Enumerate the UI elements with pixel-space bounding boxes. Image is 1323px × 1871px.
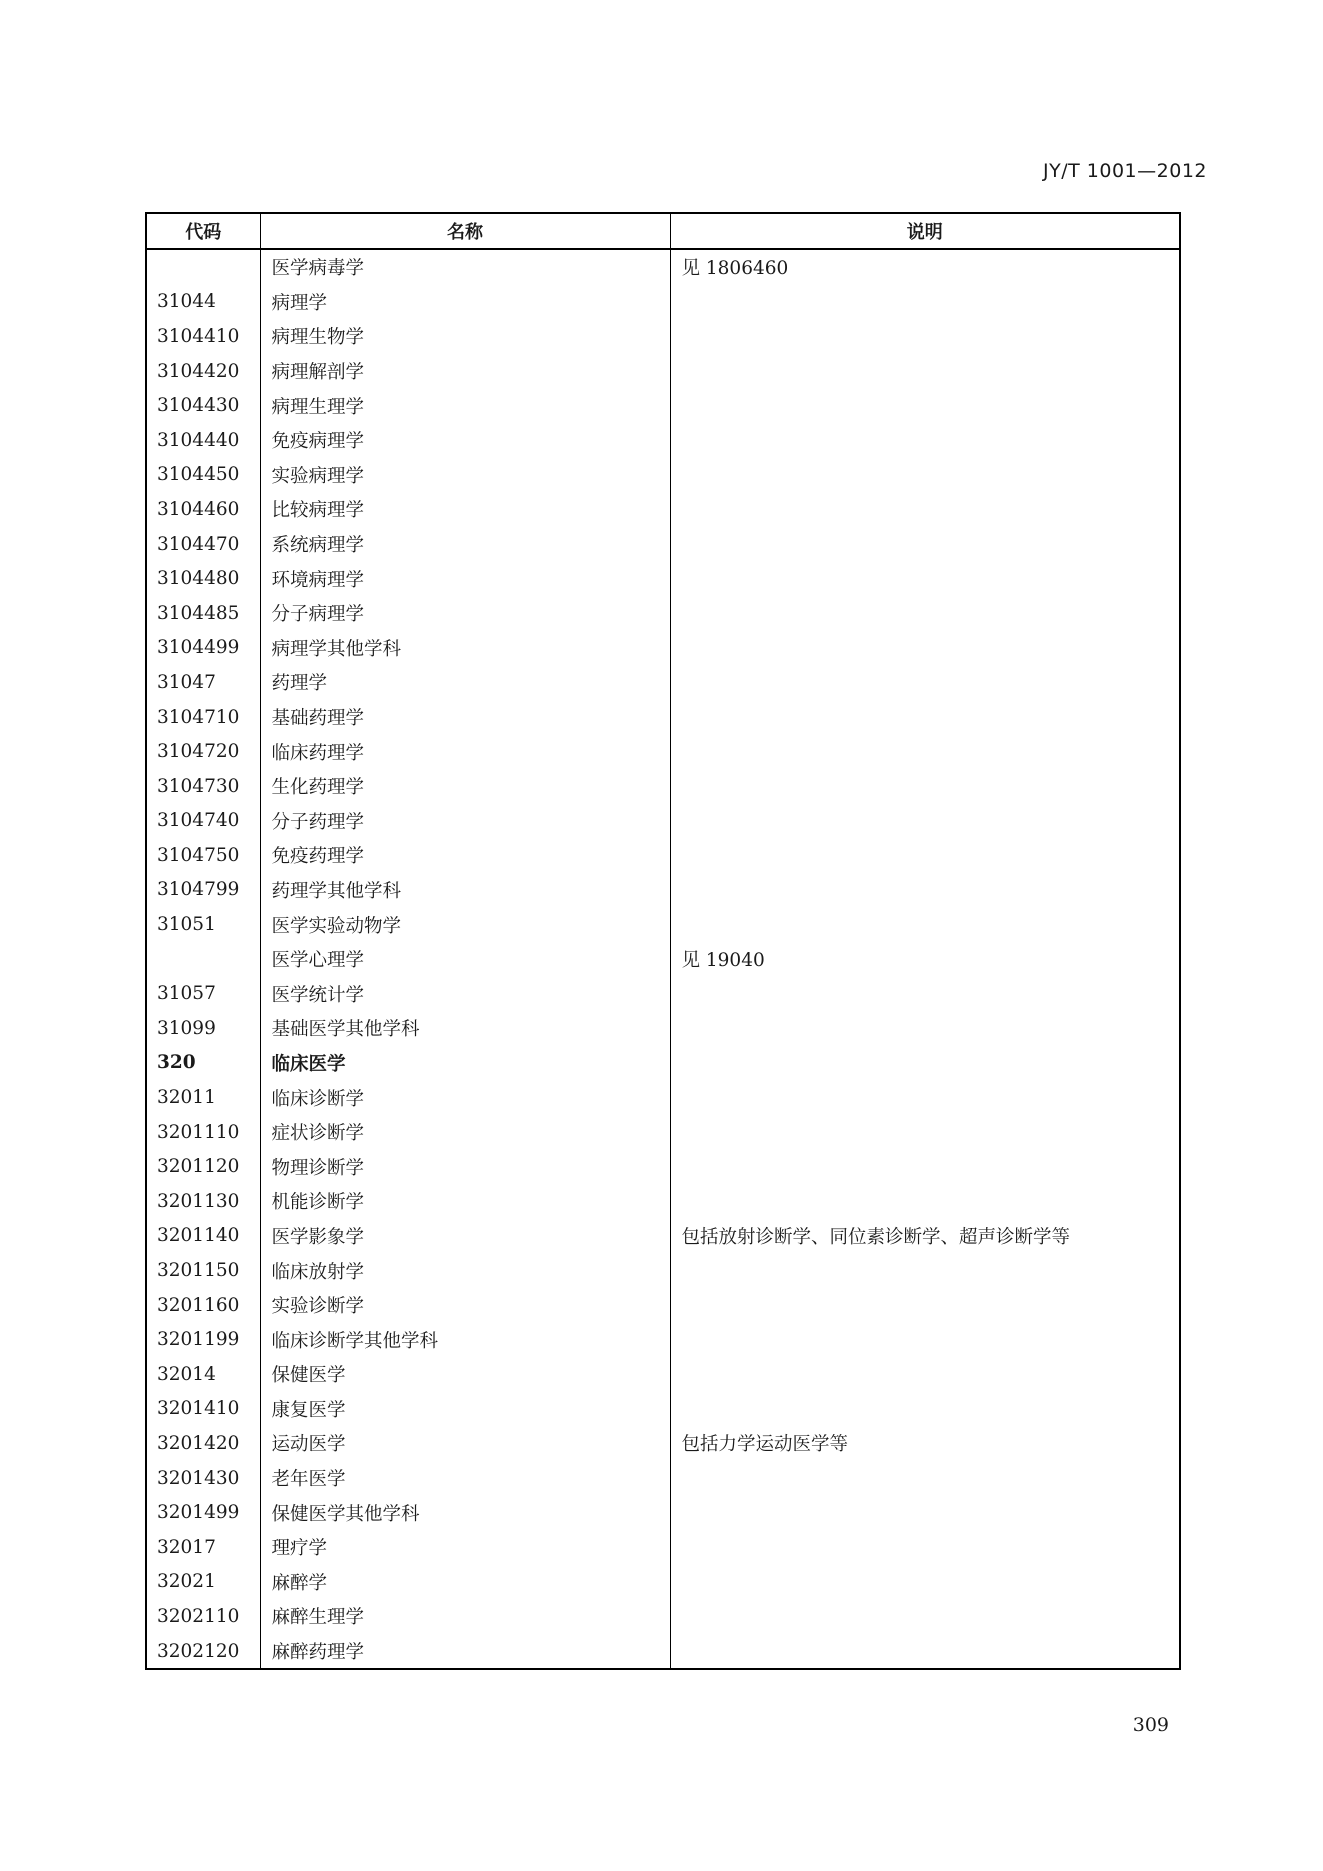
note-cell [670, 1357, 1180, 1392]
table-row [146, 1219, 1180, 1254]
table-row [146, 838, 1180, 873]
note-cell [670, 1149, 1180, 1184]
table-row [146, 1461, 1180, 1496]
table-row [146, 700, 1180, 735]
code-cell: 31047 [157, 671, 216, 693]
note-cell [670, 1115, 1180, 1150]
code-cell: 32011 [157, 1087, 216, 1109]
code-cell: 3104420 [157, 360, 240, 382]
name-cell: 基础医学其他学科 [260, 1011, 670, 1046]
name-cell: 临床诊断学 [260, 1080, 670, 1115]
note-cell [670, 665, 1180, 700]
note-cell [670, 1184, 1180, 1219]
code-cell [146, 249, 260, 285]
name-cell: 保健医学 [260, 1357, 670, 1392]
code-cell: 3202110 [157, 1605, 240, 1627]
code-cell: 3104450 [157, 464, 240, 486]
code-cell: 3104485 [157, 602, 240, 624]
table-row [146, 1184, 1180, 1219]
name-cell: 实验诊断学 [260, 1288, 670, 1323]
note-cell [670, 838, 1180, 873]
name-cell: 临床放射学 [260, 1253, 670, 1288]
code-cell: 3201410 [157, 1398, 240, 1420]
note-cell [670, 1461, 1180, 1496]
note-cell [670, 561, 1180, 596]
name-cell: 分子药理学 [260, 804, 670, 839]
table-row [146, 1357, 1180, 1392]
name-cell: 医学心理学 [260, 942, 670, 977]
table-row [146, 976, 1180, 1011]
table-row [146, 907, 1180, 942]
table-row [146, 1495, 1180, 1530]
name-cell: 医学影象学 [260, 1219, 670, 1254]
name-cell: 系统病理学 [260, 527, 670, 562]
code-cell: 3104740 [157, 810, 240, 832]
table-row [146, 1392, 1180, 1427]
table-row [146, 596, 1180, 631]
name-cell: 临床诊断学其他学科 [260, 1322, 670, 1357]
name-cell: 康复医学 [260, 1392, 670, 1427]
name-cell: 理疗学 [260, 1530, 670, 1565]
code-cell: 3201150 [157, 1260, 240, 1282]
note-cell [670, 388, 1180, 423]
column-header-name: 名称 [260, 213, 670, 249]
code-cell: 31051 [157, 914, 216, 936]
name-cell: 医学病毒学 [260, 249, 670, 285]
name-cell: 症状诊断学 [260, 1115, 670, 1150]
code-cell: 32017 [157, 1536, 216, 1558]
table-row [146, 1322, 1180, 1357]
note-cell [670, 1011, 1180, 1046]
page-number: 309 [1132, 1714, 1169, 1736]
name-cell: 麻醉药理学 [260, 1634, 670, 1670]
table-row [146, 1565, 1180, 1600]
note-cell [670, 1253, 1180, 1288]
table-row [146, 1149, 1180, 1184]
note-cell [670, 700, 1180, 735]
note-cell [670, 596, 1180, 631]
code-cell: 3104460 [157, 498, 240, 520]
table-row [146, 769, 1180, 804]
code-cell: 3104720 [157, 741, 240, 763]
code-cell: 3104440 [157, 429, 240, 451]
standard-code: JY/T 1001—2012 [1043, 160, 1207, 182]
code-cell: 3201140 [157, 1225, 240, 1247]
table-header-row [146, 213, 1180, 249]
name-cell: 临床药理学 [260, 734, 670, 769]
code-cell: 3201199 [157, 1329, 240, 1351]
note-cell: 包括放射诊断学、同位素诊断学、超声诊断学等 [670, 1219, 1180, 1254]
column-header-note: 说明 [670, 213, 1180, 249]
note-cell [670, 423, 1180, 458]
table-row [146, 388, 1180, 423]
name-cell: 物理诊断学 [260, 1149, 670, 1184]
name-cell: 病理解剖学 [260, 354, 670, 389]
table-row [146, 665, 1180, 700]
code-cell: 31057 [157, 983, 216, 1005]
code-cell: 3104799 [157, 879, 240, 901]
name-cell: 病理生物学 [260, 319, 670, 354]
code-cell: 3104430 [157, 395, 240, 417]
name-cell: 病理学 [260, 285, 670, 320]
note-cell [670, 804, 1180, 839]
code-cell: 31044 [157, 291, 216, 313]
name-cell: 麻醉学 [260, 1565, 670, 1600]
note-cell [670, 769, 1180, 804]
code-cell: 3201130 [157, 1190, 240, 1212]
code-cell: 3104730 [157, 775, 240, 797]
note-cell [670, 285, 1180, 320]
note-cell [670, 354, 1180, 389]
table-row [146, 561, 1180, 596]
table-row [146, 1253, 1180, 1288]
code-cell: 3201160 [157, 1294, 240, 1316]
table-row [146, 458, 1180, 493]
name-cell: 免疫药理学 [260, 838, 670, 873]
note-cell [670, 1392, 1180, 1427]
table-row [146, 1599, 1180, 1634]
name-cell: 病理学其他学科 [260, 631, 670, 666]
code-cell: 3202120 [157, 1640, 240, 1662]
name-cell: 运动医学 [260, 1426, 670, 1461]
name-cell: 比较病理学 [260, 492, 670, 527]
table-row [146, 527, 1180, 562]
table-row [146, 1115, 1180, 1150]
code-cell: 320 [157, 1052, 196, 1074]
code-cell: 3201420 [157, 1432, 240, 1454]
code-cell: 32021 [157, 1571, 216, 1593]
name-cell: 基础药理学 [260, 700, 670, 735]
note-cell [670, 1288, 1180, 1323]
note-cell [670, 1634, 1180, 1670]
note-cell [670, 976, 1180, 1011]
code-cell: 3201120 [157, 1156, 240, 1178]
name-cell: 医学实验动物学 [260, 907, 670, 942]
code-cell: 3104499 [157, 637, 240, 659]
code-cell: 3104410 [157, 325, 240, 347]
name-cell: 分子病理学 [260, 596, 670, 631]
note-cell [670, 1495, 1180, 1530]
code-cell: 32014 [157, 1363, 216, 1385]
code-cell: 3104470 [157, 533, 240, 555]
table-row [146, 942, 1180, 977]
name-cell: 临床医学 [260, 1046, 670, 1081]
note-cell [670, 492, 1180, 527]
note-cell [670, 1080, 1180, 1115]
name-cell: 麻醉生理学 [260, 1599, 670, 1634]
name-cell: 老年医学 [260, 1461, 670, 1496]
name-cell: 机能诊断学 [260, 1184, 670, 1219]
note-cell: 包括力学运动医学等 [670, 1426, 1180, 1461]
table-row [146, 1426, 1180, 1461]
table-row [146, 354, 1180, 389]
note-cell [670, 907, 1180, 942]
note-cell [670, 1530, 1180, 1565]
name-cell: 药理学 [260, 665, 670, 700]
note-cell [670, 527, 1180, 562]
note-cell [670, 319, 1180, 354]
note-cell [670, 734, 1180, 769]
table-row [146, 734, 1180, 769]
table-row [146, 631, 1180, 666]
code-cell: 31099 [157, 1017, 216, 1039]
code-cell: 3104710 [157, 706, 240, 728]
note-cell [670, 1565, 1180, 1600]
note-cell: 见 1806460 [670, 249, 1180, 285]
table-body [146, 249, 1180, 1669]
code-cell: 3104750 [157, 844, 240, 866]
table-row [146, 873, 1180, 908]
table-row [146, 285, 1180, 320]
table-row [146, 1530, 1180, 1565]
code-cell: 3201499 [157, 1502, 240, 1524]
name-cell: 病理生理学 [260, 388, 670, 423]
name-cell: 实验病理学 [260, 458, 670, 493]
note-cell [670, 1599, 1180, 1634]
name-cell: 药理学其他学科 [260, 873, 670, 908]
column-header-code: 代码 [146, 213, 260, 249]
note-cell [670, 631, 1180, 666]
note-cell [670, 1322, 1180, 1357]
table-row [146, 319, 1180, 354]
code-cell: 3201430 [157, 1467, 240, 1489]
note-cell [670, 873, 1180, 908]
discipline-code-table [145, 212, 1181, 1670]
code-cell: 3104480 [157, 568, 240, 590]
table-row [146, 1080, 1180, 1115]
note-cell: 见 19040 [670, 942, 1180, 977]
name-cell: 生化药理学 [260, 769, 670, 804]
table-row [146, 1046, 1180, 1081]
code-cell [146, 942, 260, 977]
table-row [146, 1634, 1180, 1670]
table-row [146, 804, 1180, 839]
table-row [146, 423, 1180, 458]
table-row [146, 1011, 1180, 1046]
name-cell: 医学统计学 [260, 976, 670, 1011]
note-cell [670, 1046, 1180, 1081]
table-row [146, 1288, 1180, 1323]
name-cell: 环境病理学 [260, 561, 670, 596]
note-cell [670, 458, 1180, 493]
table-row [146, 492, 1180, 527]
name-cell: 保健医学其他学科 [260, 1495, 670, 1530]
table-row [146, 249, 1180, 285]
code-cell: 3201110 [157, 1121, 240, 1143]
name-cell: 免疫病理学 [260, 423, 670, 458]
